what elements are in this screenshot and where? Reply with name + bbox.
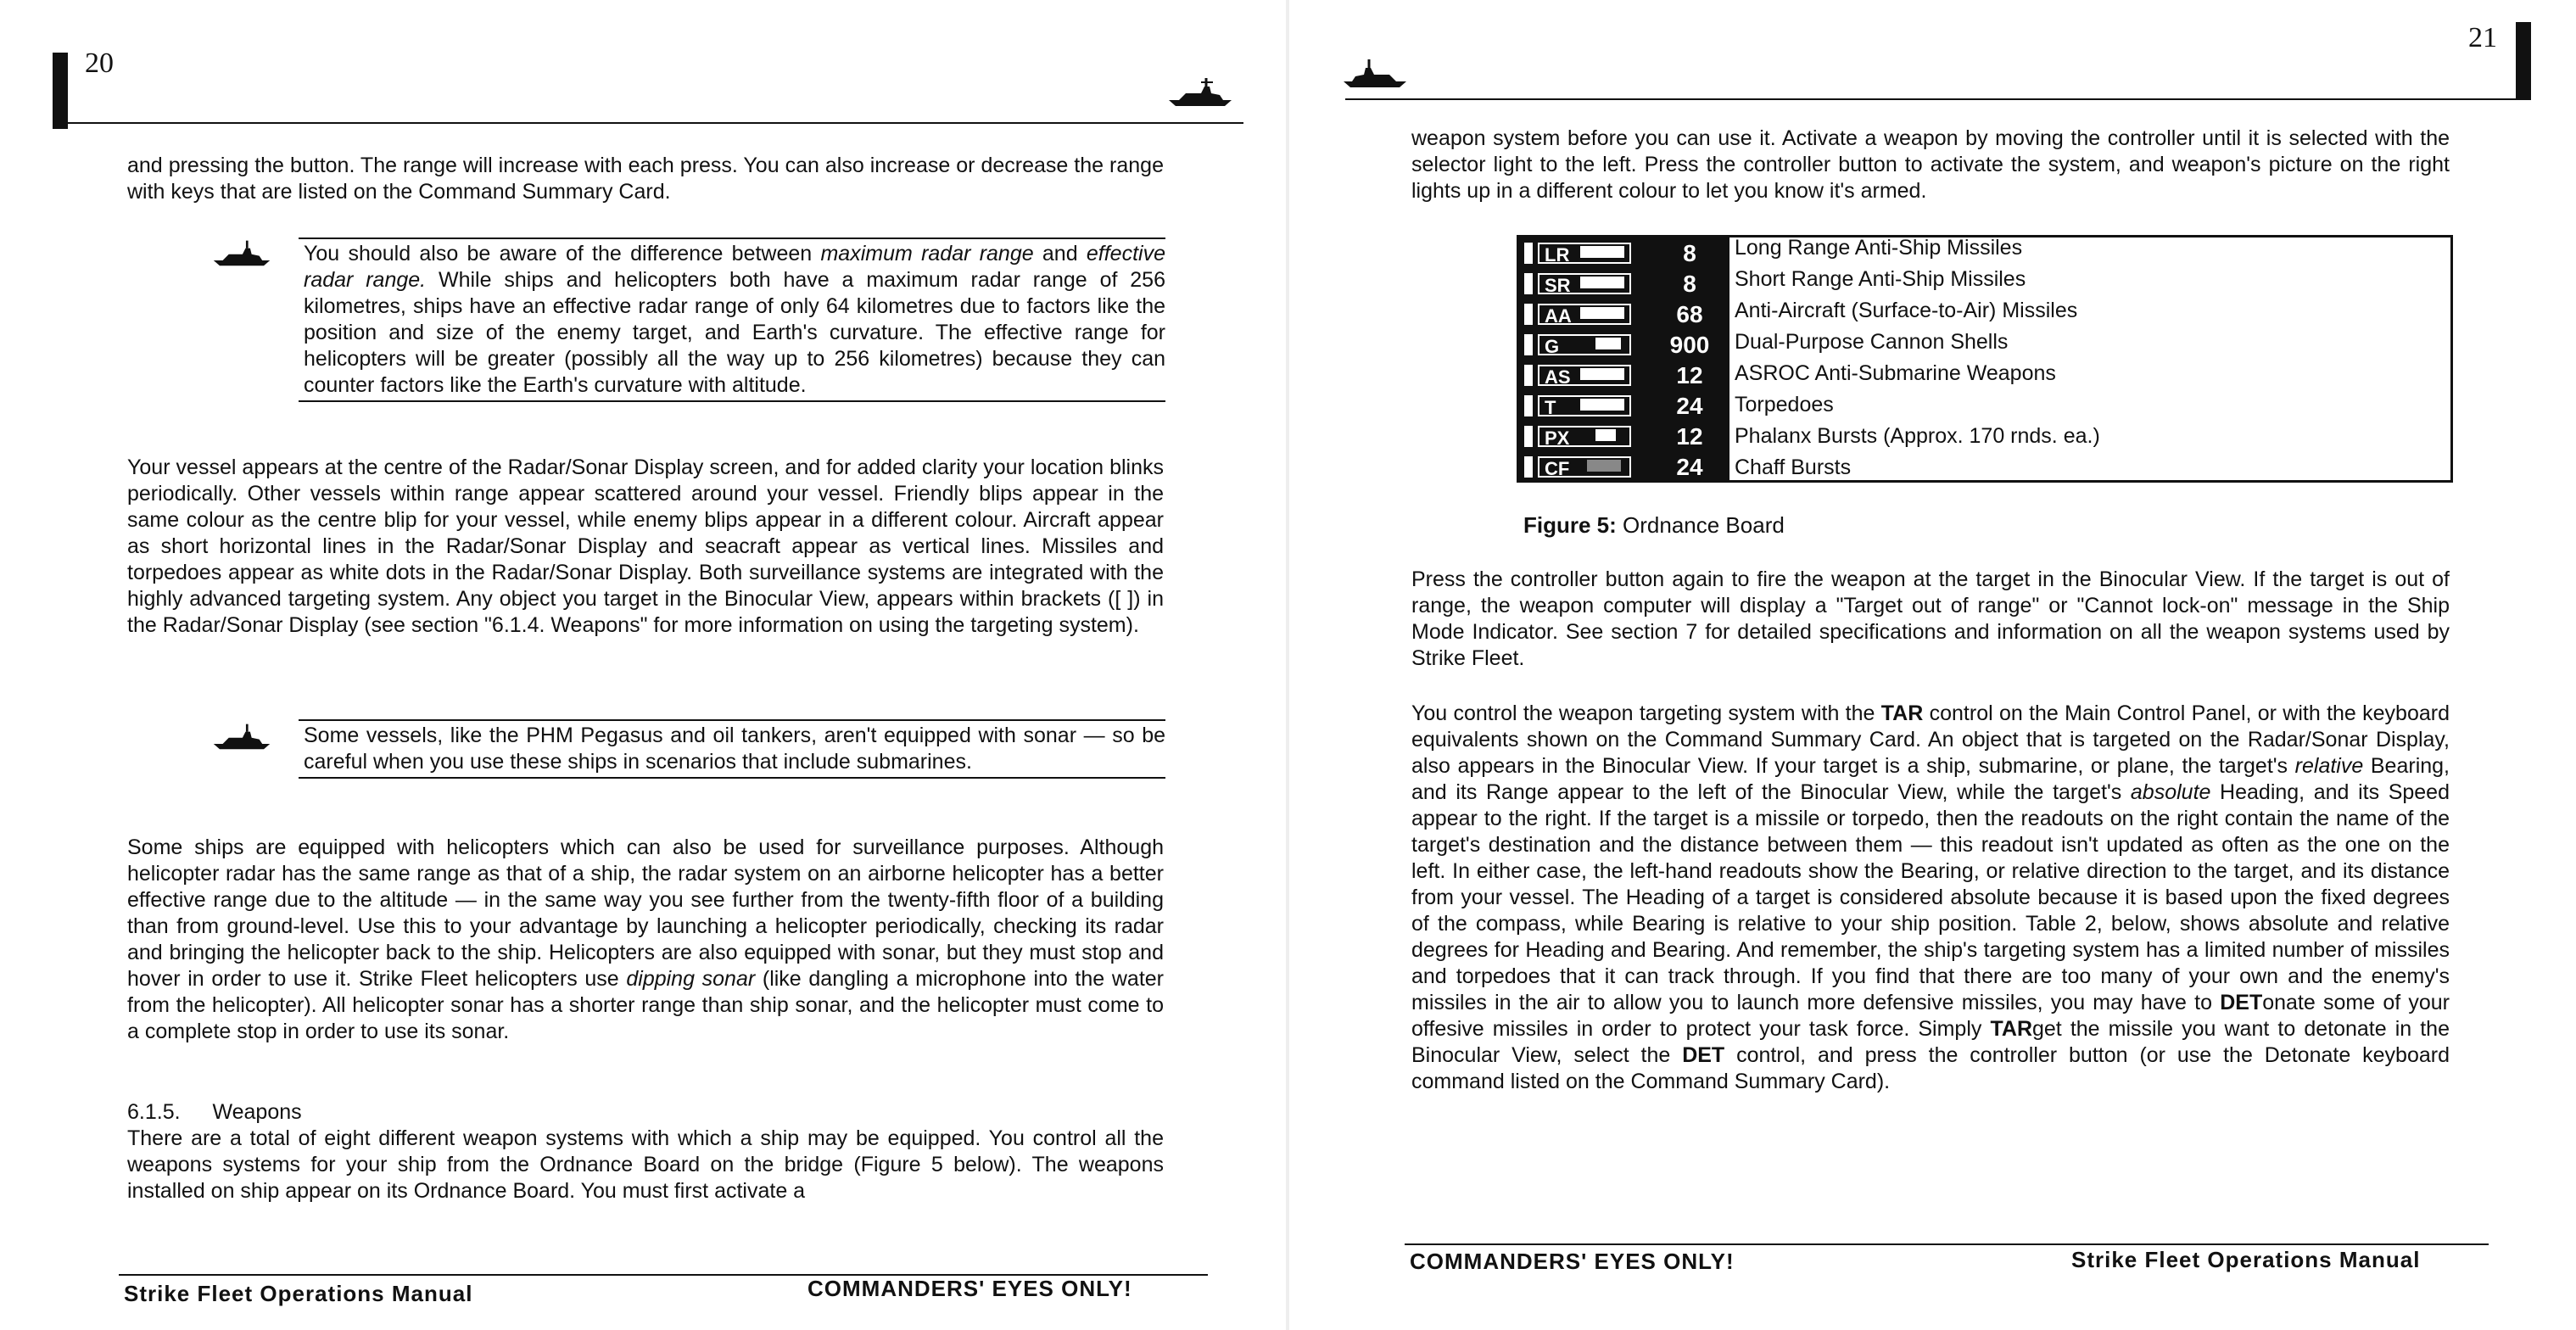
chaff-icon <box>1587 460 1621 472</box>
paragraph-emphasis: absolute <box>2130 780 2211 804</box>
note-rule-bottom <box>299 400 1165 402</box>
weapon-label: ASROC Anti-Submarine Weapons <box>1735 361 2056 385</box>
control-keyword: DET <box>2220 991 2263 1014</box>
note-text: You should also be aware of the difference between <box>304 242 821 265</box>
weapon-label: Long Range Anti-Ship Missiles <box>1735 236 2023 260</box>
ship-icon <box>212 721 271 752</box>
note-radar-range <box>299 238 1165 402</box>
selector-light <box>1524 426 1533 447</box>
ship-icon <box>1342 56 1408 90</box>
header-rule <box>1345 98 2531 100</box>
paragraph-text: Heading, and its Speed appear to the right. If the target is a missile or torpedo, then the readouts on the right contain the name of the target's destination and the distance between them — this readout isn't updated as often as the one on the left. In either case, the left-hand readouts show the Bearing, or relative direction to the target, and its distance from your vessel. The Heading of a target is considered absolute because it is based upon the fixed degrees of the compass, while Bearing is relative to your ship position. Table 2, below, shows absolute and relative degrees for Heading and Bearing. And remember, the ship's targeting system has a limited number of missiles and torpedoes that it can track through. If you find that there are too many of your own and the enemy's missiles in the air to allow you to launch more defensive missiles, you may have to <box>1411 780 2450 1014</box>
weapon-code: CF <box>1538 456 1631 478</box>
selector-light <box>1524 395 1533 416</box>
paragraph-text: Bearing, and its Range appear to the left of the Binocular View, while the target's <box>1411 754 2450 804</box>
weapon-label: Anti-Aircraft (Surface-to-Air) Missiles <box>1735 299 2078 322</box>
aircraft-icon <box>1580 307 1624 319</box>
paragraph-emphasis: relative <box>2294 754 2364 778</box>
figure-caption <box>1523 512 1785 539</box>
weapon-count: 900 <box>1669 332 1710 358</box>
footer-classification: COMMANDERS' EYES ONLY! <box>807 1276 1132 1301</box>
note-emphasis: maximum radar range <box>820 242 1034 265</box>
section-heading <box>127 1099 302 1126</box>
paragraph-text: Some ships are equipped with helicopters which can also be used for surveillance purposes. Although helicopter radar has the same range as that of a ship, the radar system on an airborne helicopter has a better effective range due to the altitude — in the same way you see further from the twenty-fifth floor of a building than from ground-level. Use this to your advantage by launching a helicopter periodically, checking its radar and bringing the helicopter back to the ship. Helicopters are also equipped with sonar, but they must stop and hover in order to use it. Strike Fleet helicopters use <box>127 835 1164 991</box>
ship-icon <box>212 238 271 268</box>
ordnance-row <box>1519 268 1729 299</box>
figure-label: Figure 5: <box>1523 512 1617 538</box>
footer-classification: COMMANDERS' EYES ONLY! <box>1410 1249 1735 1274</box>
paragraph-text: control on the Main Control Panel, or with the keyboard equivalents shown on the Command Summary Card. An object that is targeted on the Radar/Sonar Display, also appears in the Binocular View. If your target is a ship, submarine, or plane, the target's <box>1411 701 2450 778</box>
section-number: 6.1.5. <box>127 1100 181 1124</box>
asroc-icon <box>1580 368 1624 380</box>
control-keyword: TAR <box>1990 1017 2032 1041</box>
missile-icon <box>1580 246 1624 258</box>
selector-light <box>1524 243 1533 264</box>
paragraph-text: You control the weapon targeting system with the <box>1411 701 1881 725</box>
paragraph-helicopters <box>127 835 1164 1045</box>
ordnance-row <box>1519 421 1729 452</box>
weapon-label: Torpedoes <box>1735 393 1834 416</box>
weapon-code: AS <box>1538 365 1631 386</box>
page-marker-bar <box>53 53 68 129</box>
selector-light <box>1524 304 1533 325</box>
weapon-count: 24 <box>1676 393 1703 419</box>
note-emphasis: effective radar range. <box>304 242 1165 292</box>
paragraph-text: (like dangling a microphone into the water from the helicopter). All helicopter sonar has a shorter range than ship sonar, and the helicopter must come to a complete stop in order to use its sonar. <box>127 967 1164 1043</box>
weapon-label: Phalanx Bursts (Approx. 170 rnds. ea.) <box>1735 424 2100 448</box>
selector-light <box>1524 273 1533 294</box>
note-text: Some vessels, like the PHM Pegasus and oil tankers, aren't equipped with sonar — so be careful when you use these ships in scenarios that include submarines. <box>304 724 1165 774</box>
weapon-code: SR <box>1538 273 1631 294</box>
note-text: and <box>1033 242 1087 265</box>
control-keyword: DET <box>1682 1043 1725 1067</box>
weapon-count: 8 <box>1683 271 1696 297</box>
paragraph-emphasis: dipping sonar <box>626 967 756 991</box>
weapon-code: G <box>1538 334 1631 355</box>
weapon-label: Dual-Purpose Cannon Shells <box>1735 330 2009 354</box>
ordnance-row <box>1519 451 1729 483</box>
ordnance-board-panel <box>1519 238 1729 480</box>
page-number: 20 <box>85 48 114 79</box>
ordnance-row <box>1519 238 1729 269</box>
note-sonar <box>299 719 1165 779</box>
paragraph-activate-weapon: weapon system before you can use it. Activate a weapon by moving the controller until it is selected with the selector light to the left. Press the controller button to activate the system, and weapon's picture on the right lights up in a different colour to let you know it's armed. <box>1411 126 2450 203</box>
ordnance-board-figure <box>1517 235 2453 483</box>
figure-title: Ordnance Board <box>1623 512 1785 538</box>
phalanx-icon <box>1595 429 1616 441</box>
paragraph-range: and pressing the button. The range will increase with each press. You can also increase or decrease the range with keys that are listed on the Command Summary Card. <box>127 154 1164 204</box>
weapon-label: Chaff Bursts <box>1735 455 1852 479</box>
note-rule-bottom <box>299 777 1165 779</box>
torpedo-icon <box>1580 399 1624 411</box>
paragraph-text: control, and press the controller button (or use the Detonate keyboard command listed on the Command Summary Card). <box>1411 1043 2450 1093</box>
cannon-icon <box>1595 338 1621 349</box>
control-keyword: TAR <box>1880 701 1924 725</box>
weapon-label: Short Range Anti-Ship Missiles <box>1735 267 2026 291</box>
selector-light <box>1524 456 1533 478</box>
weapon-code: LR <box>1538 243 1631 264</box>
ordnance-row <box>1519 390 1729 422</box>
paragraph-fire-weapon: Press the controller button again to fire the weapon at the target in the Binocular View. If the target is out of range, the weapon computer will display a "Target out of range" or "Cannot lock-on" message in the Ship Mode Indicator. See section 7 for detailed specifications and information on all the weapon systems used by Strike Fleet. <box>1411 567 2450 670</box>
weapon-count: 12 <box>1676 362 1703 388</box>
missile-icon <box>1580 277 1624 288</box>
weapon-count: 8 <box>1683 240 1696 266</box>
header-rule <box>53 122 1243 124</box>
weapon-code: AA <box>1538 304 1631 325</box>
weapon-count: 68 <box>1676 301 1703 327</box>
paragraph-text: onate some of your offesive missiles in order to protect your task force. Simply <box>1411 991 2450 1041</box>
paragraph-text: get the missile you want to detonate in the Binocular View, select the <box>1411 1017 2450 1067</box>
ship-icon <box>1167 75 1233 109</box>
selector-light <box>1524 365 1533 386</box>
weapon-count: 12 <box>1676 423 1703 450</box>
footer-title: Strike Fleet Operations Manual <box>2071 1247 2421 1272</box>
section-title: Weapons <box>212 1100 302 1124</box>
selector-light <box>1524 334 1533 355</box>
note-text: While ships and helicopters both have a maximum radar range of 256 kilometres, ships have an effective radar range of only 64 kilometres due to factors like the position and size of the enemy target, and Earth's curvature. The effective range for helicopters will be greater (possibly all the way up to 256 kilometres) because they can counter factors like the Earth's curvature with altitude. <box>304 268 1165 397</box>
weapon-code: PX <box>1538 426 1631 447</box>
page-marker-bar <box>2516 22 2531 100</box>
paragraph-radar-display: Your vessel appears at the centre of the Radar/Sonar Display screen, and for added clarity your location blinks periodically. Other vessels within range appear scattered around your vessel. Friendly blips appear in the same colour as the centre blip for your vessel, while enemy blips appear in a different colour. Aircraft appear as short horizontal lines in the Radar/Sonar Display and seacraft appear as vertical lines. Missiles and torpedoes appear as white dots in the Radar/Sonar Display. Both surveillance systems are integrated with the highly advanced targeting system. Any object you target in the Binocular View, appears within brackets ([ ]) in the Radar/Sonar Display (see section "6.1.4. Weapons" for more information on using the targeting system). <box>127 455 1164 637</box>
weapon-code: T <box>1538 395 1631 416</box>
ordnance-row <box>1519 360 1729 391</box>
ordnance-row <box>1519 299 1729 330</box>
footer-title: Strike Fleet Operations Manual <box>124 1281 473 1306</box>
paragraph-targeting <box>1411 701 2450 1095</box>
ordnance-row <box>1519 329 1729 360</box>
page-number: 21 <box>2468 22 2497 53</box>
footer-rule <box>1405 1243 2489 1245</box>
paragraph-weapons: There are a total of eight different weapon systems with which a ship may be equipped. You control all the weapons systems for your ship from the Ordnance Board on the bridge (Figure 5 below). The weapons installed on ship appear on its Ordnance Board. You must first activate a <box>127 1126 1164 1203</box>
weapon-count: 24 <box>1676 454 1703 480</box>
